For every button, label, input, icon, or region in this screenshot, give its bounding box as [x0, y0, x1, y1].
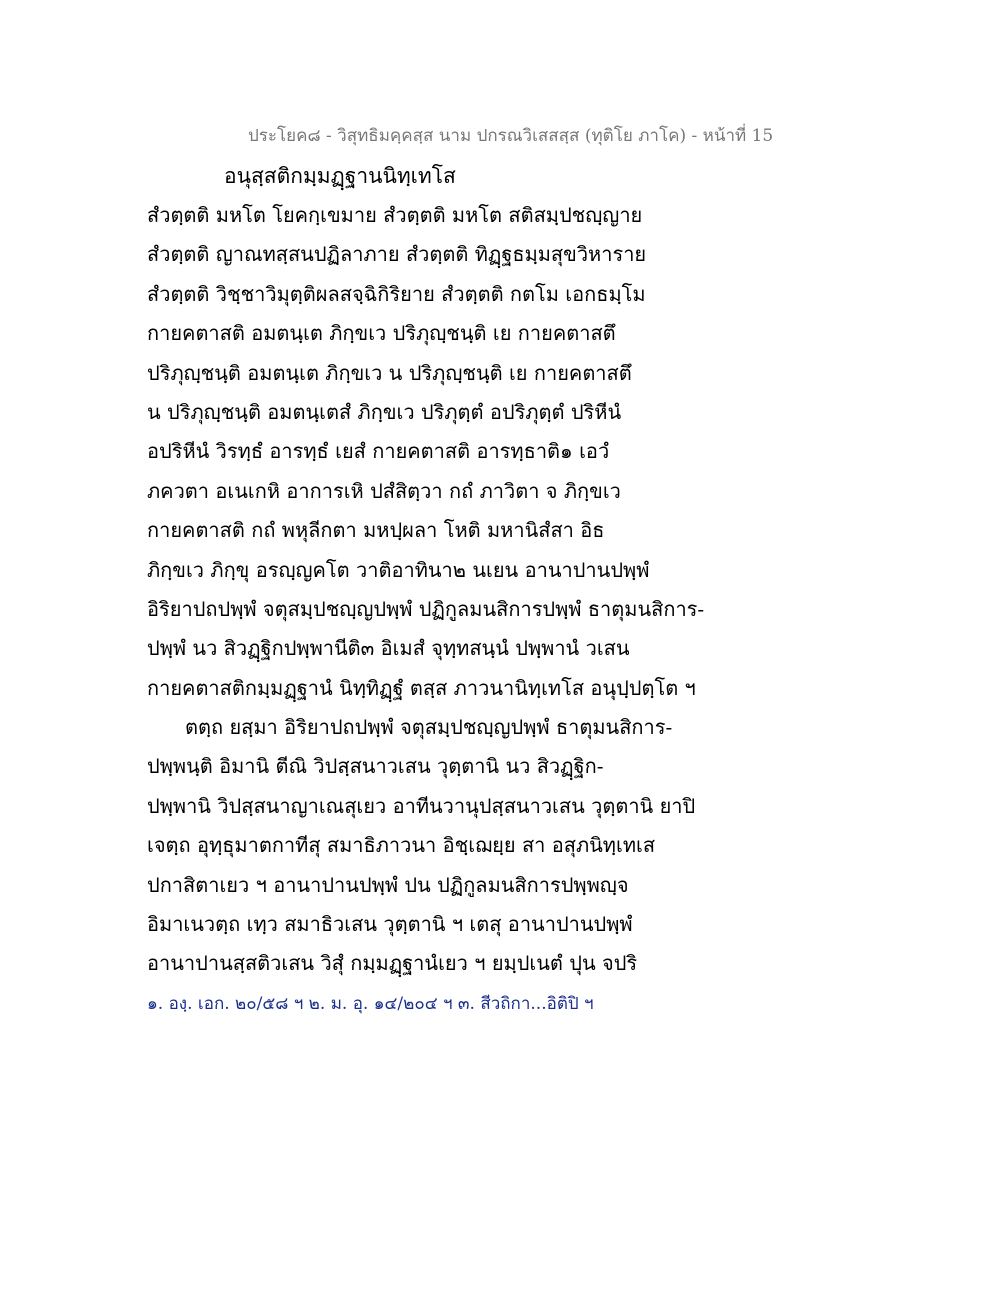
page-header: ประโยค๘ - วิสุทธิมคฺคสฺส นาม ปกรณวิเสสสฺส (ทุติโย ภาโค) - หน้าที่ 15	[248, 126, 774, 146]
text-line: อิริยาปถปพฺพํ จตุสมฺปชญฺญปพฺพํ ปฏิกูลมนสิการปพฺพํ ธาตุมนสิการ-	[147, 596, 705, 621]
text-line: น ปริภุญฺชนฺติ อมตนฺเตสํ ภิกฺขเว ปริภุตฺตํ อปริภุตฺตํ ปริหีนํ	[147, 399, 622, 424]
text-line: อานาปานสฺสติวเสน วิสุํ กมฺมฏฺฐานํเยว ฯ ยมฺปเนตํ ปุน จปริ	[147, 951, 638, 976]
text-line: กายคตาสติกมฺมฏฺฐานํ นิทฺทิฏฺฐํ ตสฺส ภาวนานิทฺเทโส อนุปฺปตฺโต ฯ	[147, 675, 696, 700]
text-line: ปกาสิตาเยว ฯ อานาปานปพฺพํ ปน ปฏิกูลมนสิการปพฺพญฺจ	[147, 872, 629, 897]
text-line: อปริหีนํ วิรทฺธํ อารทฺธํ เยสํ กายคตาสติ อารทฺธาติ๑ เอวํ	[147, 439, 610, 464]
section-title: อนุสฺสติกมฺมฏฺฐานนิทฺเทโส	[224, 164, 456, 188]
text-line: ปพฺพนฺติ อิมานิ ตีณิ วิปสฺสนาวเสน วุตฺตานิ นว สิวฏฺฐิก-	[147, 754, 604, 779]
text-line: กายคตาสติ อมตนฺเต ภิกฺขเว ปริภุญฺชนฺติ เย กายคตาสตึ	[147, 321, 616, 346]
text-line: ปริภุญฺชนฺติ อมตนฺเต ภิกฺขเว น ปริภุญฺชนฺติ เย กายคตาสตึ	[147, 360, 632, 385]
text-line: กายคตาสติ กถํ พหุลีกตา มหปฺผลา โหติ มหานิสํสา อิธ	[147, 518, 605, 543]
footnote: ๑. องฺ. เอก. ๒๐/๕๘ ฯ ๒. ม. อุ. ๑๔/๒๐๔ ฯ ๓. สีวถิกา...อิติปิ ฯ	[147, 994, 594, 1014]
text-line: ปพฺพํ นว สิวฏฺฐิกปพฺพานีติ๓ อิเมสํ จุทฺทสนฺนํ ปพฺพานํ วเสน	[147, 636, 630, 661]
text-line: สํวตฺตติ ญาณทสฺสนปฏิลาภาย สํวตฺตติ ทิฏฺฐธมฺมสุขวิหาราย	[147, 242, 647, 267]
text-line: สํวตฺตติ วิชฺชาวิมุตฺติผลสจฺฉิกิริยาย สํวตฺตติ กตโม เอกธมฺโม	[147, 281, 646, 306]
text-line: สํวตฺตติ มหโต โยคกฺเขมาย สํวตฺตติ มหโต สติสมฺปชญฺญาย	[147, 203, 643, 227]
body-text	[147, 196, 707, 984]
text-line: ภควตา อเนเกหิ อาการเหิ ปสํสิตฺวา กถํ ภาวิตา จ ภิกฺขเว	[147, 478, 621, 503]
text-line: เจตฺถ อุทฺธุมาตกาทีสุ สมาธิภาวนา อิชฺเฌยฺย สา อสุภนิทฺเทเส	[147, 833, 656, 858]
paragraph-start-line: ตตฺถ ยสฺมา อิริยาปถปพฺพํ จตุสมฺปชญฺญปพฺพํ ธาตุมนสิการ-	[185, 715, 673, 740]
text-line: อิมาเนวตฺถ เทฺว สมาธิวเสน วุตฺตานิ ฯ เตสุ อานาปานปพฺพํ	[147, 912, 633, 937]
text-line: ภิกฺขเว ภิกฺขุ อรญฺญคโต วาติอาทินา๒ นเยน อานาปานปพฺพํ	[147, 557, 650, 582]
text-line: ปพฺพานิ วิปสฺสนาญาเณสุเยว อาทีนวานุปสฺสนาวเสน วุตฺตานิ ยาปิ	[147, 793, 696, 818]
